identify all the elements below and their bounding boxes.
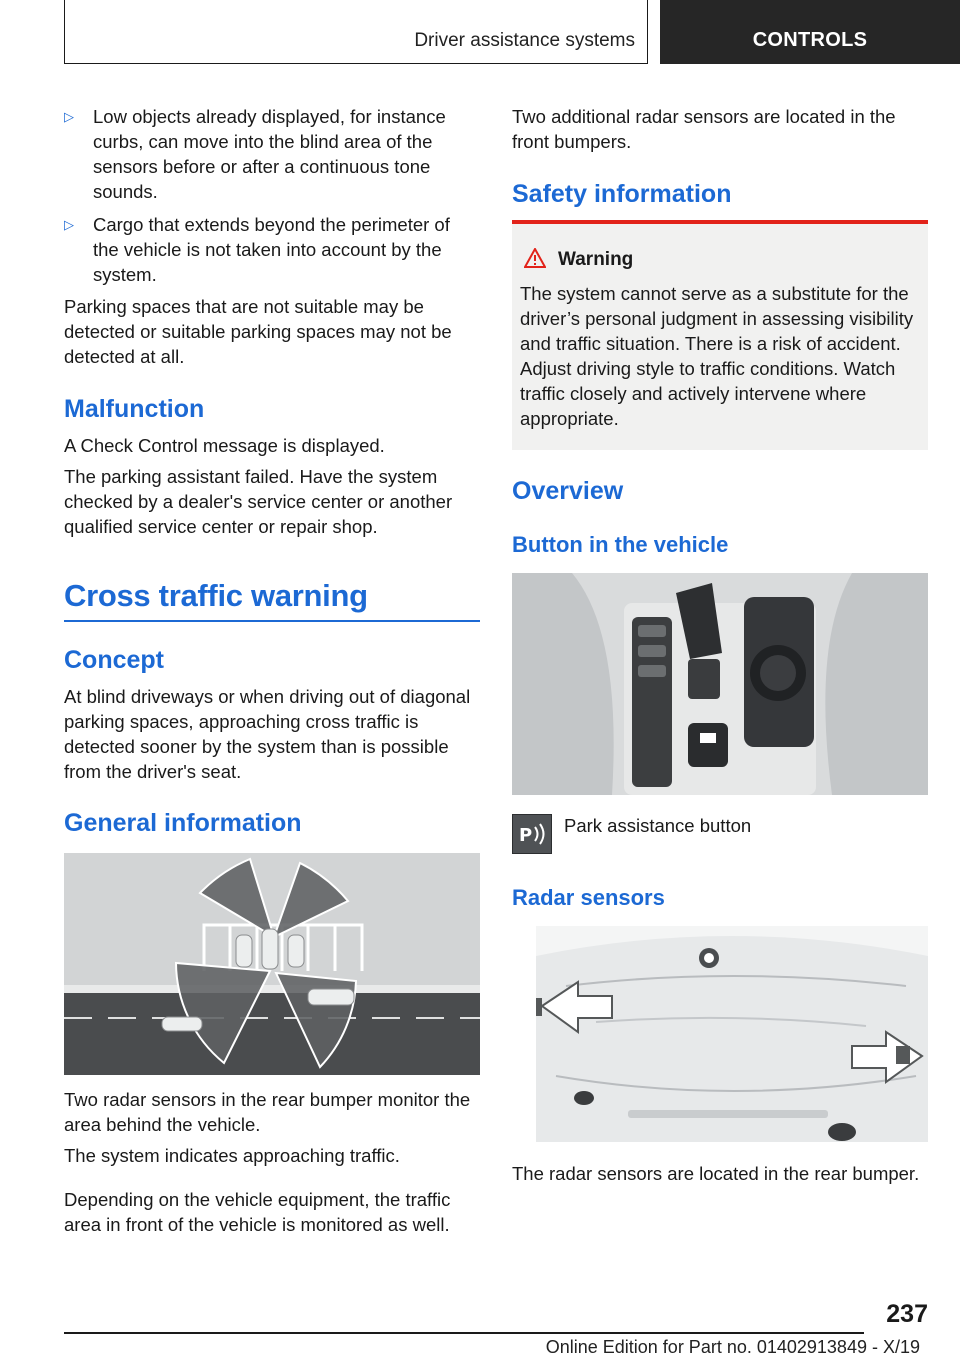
svg-text:P: P (519, 825, 533, 846)
header-chapter-box (660, 0, 960, 64)
concept-heading: Concept (64, 646, 164, 674)
header-section-box (64, 0, 648, 64)
page-number: 237 (886, 1300, 928, 1328)
center-console-illustration (512, 573, 928, 795)
footer-rule (64, 1332, 864, 1334)
cross-traffic-diagram (64, 853, 480, 1075)
concept-text: At blind driveways or when driving out of diagonal parking spaces, approaching cross traffic is detected sooner by the system than is possible from the driver's seat. (64, 686, 471, 782)
triangle-bullet-icon: ▷ (64, 109, 74, 124)
title-underline (64, 620, 480, 622)
radar-sensors-heading: Radar sensors (512, 885, 665, 910)
center-console-photo (512, 573, 928, 795)
general-text-1: Two radar sensors in the rear bumper monitor the area behind the vehicle. (64, 1089, 471, 1135)
footer-edition-text: Online Edition for Part no. 01402913849 - X/19 (545, 1337, 920, 1357)
general-text-2: The system indicates approaching traffic. (64, 1145, 400, 1166)
button-in-vehicle-heading: Button in the vehicle (512, 532, 729, 557)
list-item (64, 104, 480, 204)
bullet-text: Cargo that extends beyond the perimeter of the vehicle is not taken into account by the system. (93, 214, 450, 285)
rear-bumper-illustration (536, 926, 928, 1142)
malfunction-text-2: The parking assistant failed. Have the system checked by a dealer's service center or another qualified service center or repair shop. (64, 466, 453, 537)
warning-box (512, 224, 928, 450)
park-assistance-button-icon (512, 814, 552, 854)
warning-text: The system cannot serve as a substitute for the driver’s personal judgment in assessing visibility and traffic situation. There is a risk of accident. Adjust driving style to traffic conditions. Watch traffic closely and actively intervene where appropriate. (520, 283, 914, 429)
radar-sensors-text: The radar sensors are located in the rear bumper. (512, 1163, 920, 1184)
overview-heading: Overview (512, 477, 624, 505)
warning-triangle-icon (524, 248, 546, 268)
header-section-title: Driver assistance systems (414, 30, 635, 51)
list-item (64, 212, 480, 287)
cross-traffic-diagram-svg (64, 853, 480, 1075)
park-assistance-caption: Park assistance button (564, 815, 752, 836)
front-sensors-text: Two additional radar sensors are located in the front bumpers. (512, 106, 896, 152)
general-information-heading: General information (64, 809, 302, 837)
parking-spaces-text: Parking spaces that are not suitable may be detected or suitable parking spaces may not be detected at all. (64, 296, 452, 367)
general-text-3: Depending on the vehicle equipment, the traffic area in front of the vehicle is monitored as well. (64, 1189, 451, 1235)
rear-bumper-photo (536, 926, 928, 1142)
triangle-bullet-icon: ▷ (64, 217, 74, 232)
malfunction-heading: Malfunction (64, 395, 205, 423)
bullet-text: Low objects already displayed, for instance curbs, can move into the blind area of the sensors before or after a continuous tone sounds. (93, 106, 446, 202)
header-chapter-title: CONTROLS (752, 29, 868, 51)
malfunction-text-1: A Check Control message is displayed. (64, 435, 385, 456)
cross-traffic-warning-title: Cross traffic warning (64, 578, 368, 613)
warning-title: Warning (558, 249, 634, 270)
safety-information-heading: Safety information (512, 180, 732, 208)
park-assist-symbol-icon (513, 815, 551, 853)
